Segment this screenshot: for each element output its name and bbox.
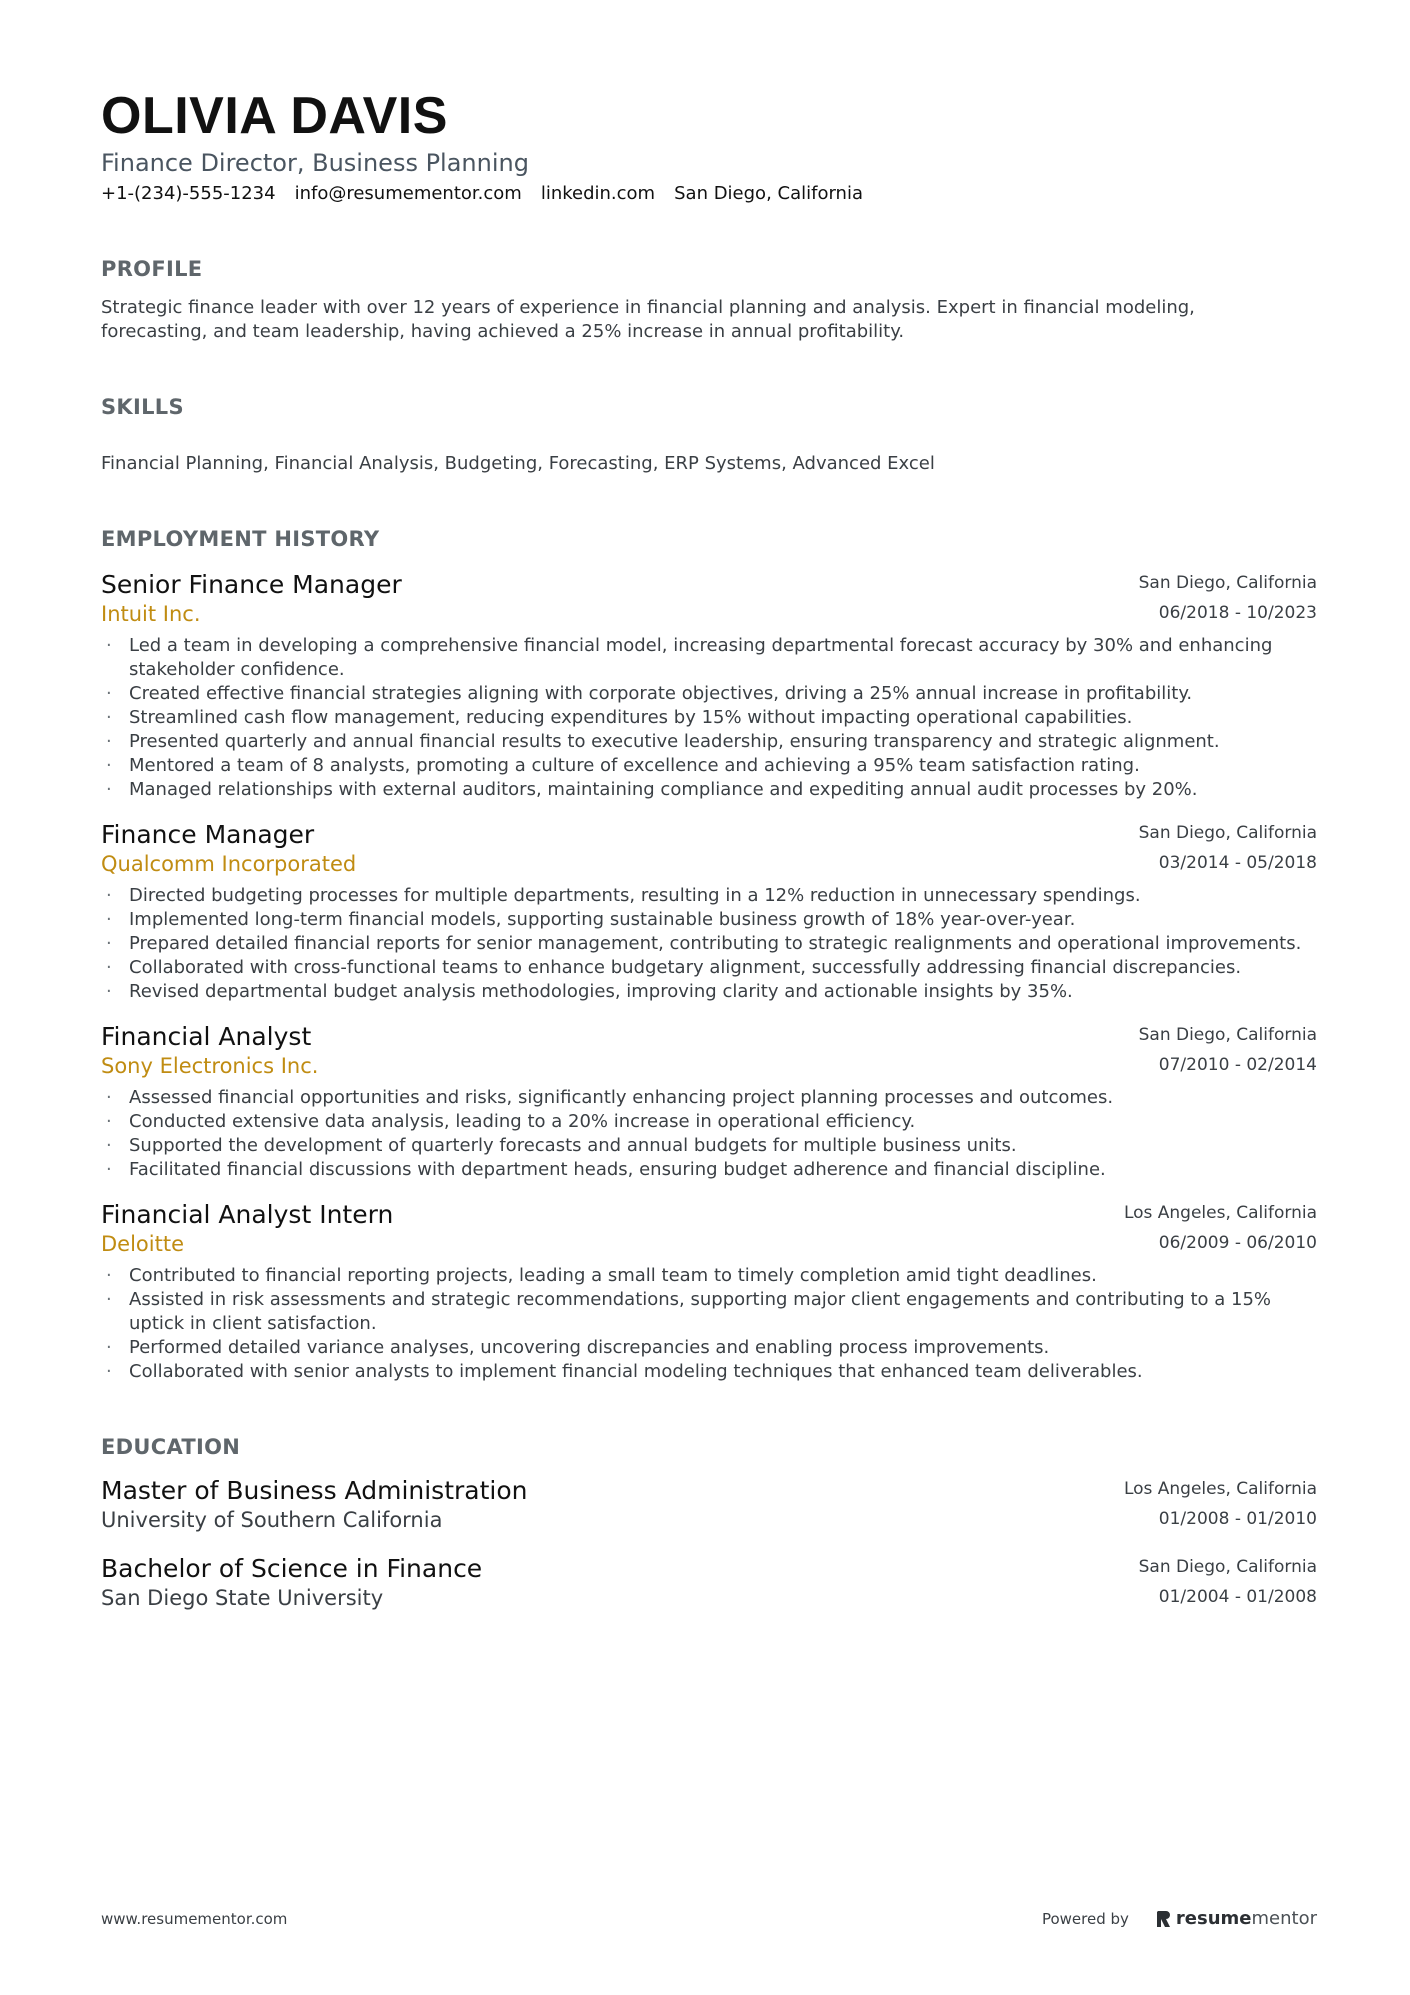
job-location: Los Angeles, California bbox=[1123, 1203, 1317, 1223]
brand-name-light: mentor bbox=[1251, 1908, 1317, 1929]
brand-name-bold: resume bbox=[1175, 1908, 1252, 1929]
job-header bbox=[101, 1022, 1317, 1080]
job-header bbox=[101, 820, 1317, 878]
list-item: · Contributed to financial reporting projects, leading a small team to timely completion amid tight deadlines. bbox=[101, 1264, 1317, 1288]
list-item: · Created effective financial strategies aligning with corporate objectives, driving a 25% annual increase in profitability. bbox=[101, 682, 1317, 706]
contact-phone: +1-(234)-555-1234 bbox=[101, 183, 276, 204]
job-entry bbox=[101, 1200, 1317, 1384]
brand-logo[interactable] bbox=[1155, 1908, 1317, 1929]
job-meta-block bbox=[1139, 820, 1317, 875]
employment-section bbox=[101, 526, 1317, 1384]
job-bullets bbox=[101, 634, 1317, 802]
job-meta-block bbox=[1139, 570, 1317, 625]
list-item: · Implemented long-term financial models, supporting sustainable business growth of 18% year-over-year. bbox=[101, 908, 1317, 932]
list-item: · Streamlined cash flow management, reducing expenditures by 15% without impacting operational capabilities. bbox=[101, 706, 1317, 730]
contact-email[interactable]: info@resumementor.com bbox=[294, 183, 522, 204]
list-item: · Supported the development of quarterly forecasts and annual budgets for multiple business units. bbox=[101, 1134, 1317, 1158]
education-title-block bbox=[101, 1476, 528, 1534]
list-item: · Assisted in risk assessments and strategic recommendations, supporting major client engagements and contributing to a 15% uptick in client satisfaction. bbox=[101, 1288, 1317, 1336]
job-role: Financial Analyst Intern bbox=[101, 1200, 394, 1229]
resumementor-logo-icon bbox=[1155, 1910, 1171, 1928]
job-location: San Diego, California bbox=[1138, 1025, 1317, 1045]
job-company: Deloitte bbox=[101, 1232, 184, 1256]
job-dates: 06/2018 - 10/2023 bbox=[1158, 603, 1317, 623]
education-meta-block bbox=[1139, 1554, 1317, 1609]
section-heading: PROFILE bbox=[101, 257, 203, 281]
list-item: · Presented quarterly and annual financial results to executive leadership, ensuring transparency and strategic alignment. bbox=[101, 730, 1317, 754]
job-company: Sony Electronics Inc. bbox=[101, 1054, 319, 1078]
education-degree: Bachelor of Science in Finance bbox=[101, 1554, 483, 1583]
contact-linkedin[interactable]: linkedin.com bbox=[540, 183, 656, 204]
job-role: Finance Manager bbox=[101, 820, 315, 849]
job-role: Financial Analyst bbox=[101, 1022, 312, 1051]
job-entry bbox=[101, 1022, 1317, 1182]
list-item: · Performed detailed variance analyses, uncovering discrepancies and enabling process improvements. bbox=[101, 1336, 1317, 1360]
education-entry bbox=[101, 1554, 1317, 1612]
job-title-block bbox=[101, 820, 356, 878]
list-item: · Facilitated financial discussions with department heads, ensuring budget adherence and financial discipline. bbox=[101, 1158, 1317, 1182]
resume-content bbox=[101, 88, 1317, 1612]
education-location: San Diego, California bbox=[1138, 1557, 1317, 1577]
job-company: Intuit Inc. bbox=[101, 602, 201, 626]
list-item: · Collaborated with cross-functional teams to enhance budgetary alignment, successfully addressing financial discrepancies. bbox=[101, 956, 1317, 980]
job-entry bbox=[101, 570, 1317, 802]
list-item: · Prepared detailed financial reports for senior management, contributing to strategic realignments and operational improvements. bbox=[101, 932, 1317, 956]
list-item: · Mentored a team of 8 analysts, promoting a culture of excellence and achieving a 95% team satisfaction rating. bbox=[101, 754, 1317, 778]
education-entry bbox=[101, 1476, 1317, 1534]
header bbox=[101, 88, 1317, 206]
job-location: San Diego, California bbox=[1138, 573, 1317, 593]
job-dates: 07/2010 - 02/2014 bbox=[1158, 1055, 1317, 1075]
education-title-block bbox=[101, 1554, 482, 1612]
job-dates: 03/2014 - 05/2018 bbox=[1158, 853, 1317, 873]
job-title-block bbox=[101, 1022, 318, 1080]
list-item: · Assessed financial opportunities and risks, significantly enhancing project planning processes and outcomes. bbox=[101, 1086, 1317, 1110]
job-bullets bbox=[101, 1264, 1317, 1384]
section-heading: EDUCATION bbox=[101, 1435, 241, 1459]
list-item: · Collaborated with senior analysts to implement financial modeling techniques that enhanced team deliverables. bbox=[101, 1360, 1317, 1384]
profile-text: Strategic finance leader with over 12 years of experience in financial planning and analysis. Expert in financial modeling, forecasting, and team leadership, having achieved a 25% increase in annual profitability. bbox=[101, 297, 1195, 342]
candidate-name: OLIVIA DAVIS bbox=[101, 87, 448, 145]
education-dates: 01/2008 - 01/2010 bbox=[1158, 1509, 1317, 1529]
job-entry bbox=[101, 820, 1317, 1004]
contact-row bbox=[101, 182, 1317, 206]
section-heading: SKILLS bbox=[101, 395, 184, 419]
candidate-title: Finance Director, Business Planning bbox=[101, 149, 529, 177]
list-item: · Directed budgeting processes for multiple departments, resulting in a 12% reduction in unnecessary spendings. bbox=[101, 884, 1317, 908]
job-title-block bbox=[101, 1200, 393, 1258]
section-heading: EMPLOYMENT HISTORY bbox=[101, 527, 380, 551]
education-meta-block bbox=[1124, 1476, 1317, 1531]
job-dates: 06/2009 - 06/2010 bbox=[1158, 1233, 1317, 1253]
contact-location: San Diego, California bbox=[674, 183, 863, 204]
footer-url[interactable]: www.resumementor.com bbox=[101, 1909, 288, 1928]
education-school: University of Southern California bbox=[101, 1508, 443, 1532]
list-item: · Conducted extensive data analysis, leading to a 20% increase in operational efficiency. bbox=[101, 1110, 1317, 1134]
job-role: Senior Finance Manager bbox=[101, 570, 402, 599]
job-bullets bbox=[101, 884, 1317, 1004]
skills-section bbox=[101, 394, 1317, 476]
profile-section bbox=[101, 256, 1317, 344]
education-school: San Diego State University bbox=[101, 1586, 384, 1610]
education-location: Los Angeles, California bbox=[1123, 1479, 1317, 1499]
powered-by bbox=[1042, 1908, 1317, 1929]
education-degree: Master of Business Administration bbox=[101, 1476, 528, 1505]
page-footer bbox=[101, 1908, 1317, 1929]
job-title-block bbox=[101, 570, 402, 628]
job-location: San Diego, California bbox=[1138, 823, 1317, 843]
job-bullets bbox=[101, 1086, 1317, 1182]
list-item: · Led a team in developing a comprehensive financial model, increasing departmental forecast accuracy by 30% and enhancing stakeholder confidence. bbox=[101, 634, 1317, 682]
job-header bbox=[101, 570, 1317, 628]
skills-text: Financial Planning, Financial Analysis, Budgeting, Forecasting, ERP Systems, Advanced Excel bbox=[101, 453, 935, 474]
job-meta-block bbox=[1139, 1022, 1317, 1077]
job-company: Qualcomm Incorporated bbox=[101, 852, 357, 876]
job-header bbox=[101, 1200, 1317, 1258]
job-meta-block bbox=[1124, 1200, 1317, 1255]
list-item: · Revised departmental budget analysis methodologies, improving clarity and actionable insights by 35%. bbox=[101, 980, 1317, 1004]
education-section bbox=[101, 1434, 1317, 1612]
education-dates: 01/2004 - 01/2008 bbox=[1158, 1587, 1317, 1607]
list-item: · Managed relationships with external auditors, maintaining compliance and expediting annual audit processes by 20%. bbox=[101, 778, 1317, 802]
powered-by-label: Powered by bbox=[1041, 1909, 1129, 1928]
